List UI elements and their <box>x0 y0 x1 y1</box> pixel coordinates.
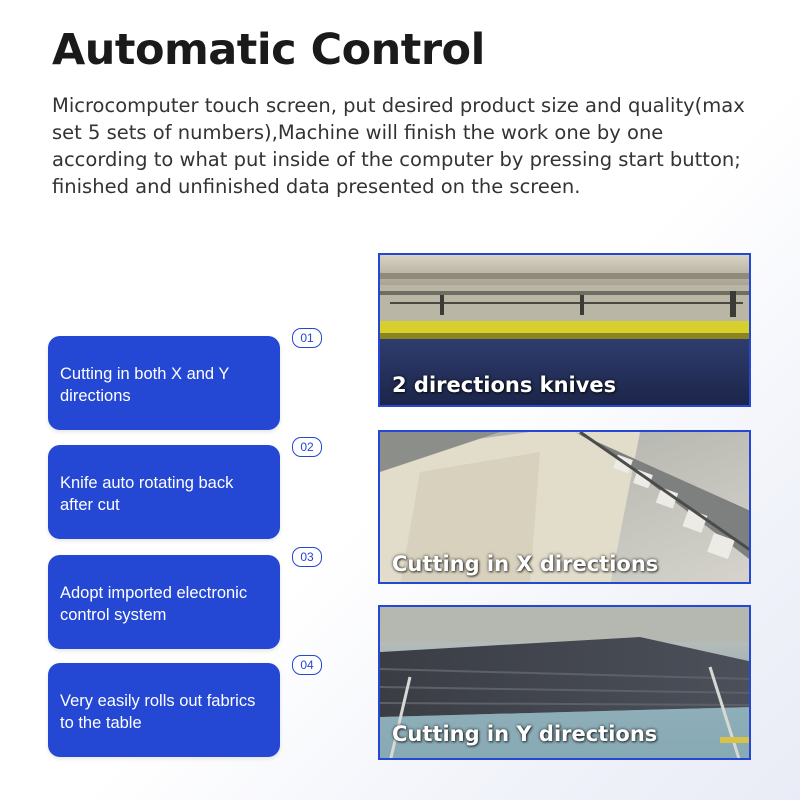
feature-number-badge: 04 <box>292 655 322 675</box>
feature-text: Very easily rolls out fabrics to the table <box>60 692 256 732</box>
feature-text: Cutting in both X and Y directions <box>60 365 230 405</box>
feature-number-badge: 01 <box>292 328 322 348</box>
feature-card-1 <box>48 331 314 430</box>
feature-card-3 <box>48 550 314 649</box>
feature-number-badge: 03 <box>292 547 322 567</box>
feature-card-4 <box>48 658 314 757</box>
photo-caption: Cutting in Y directions <box>392 722 658 746</box>
feature-text: Knife auto rotating back after cut <box>60 474 234 514</box>
photo-cutting-x <box>378 430 751 584</box>
feature-number-badge: 02 <box>292 437 322 457</box>
photo-caption: 2 directions knives <box>392 373 617 397</box>
page-title: Automatic Control <box>52 25 485 75</box>
photo-cutting-y <box>378 605 751 760</box>
photo-knives <box>378 253 751 407</box>
description-paragraph: Microcomputer touch screen, put desired product size and quality(max set 5 sets of numbers),Machine will finish the work one by one according to what put inside of the computer by pressing start button; finished and unfinished data presented on the screen. <box>52 94 745 198</box>
feature-text: Adopt imported electronic control system <box>60 584 248 624</box>
photo-caption: Cutting in X directions <box>392 552 659 576</box>
feature-card-2 <box>48 440 314 539</box>
